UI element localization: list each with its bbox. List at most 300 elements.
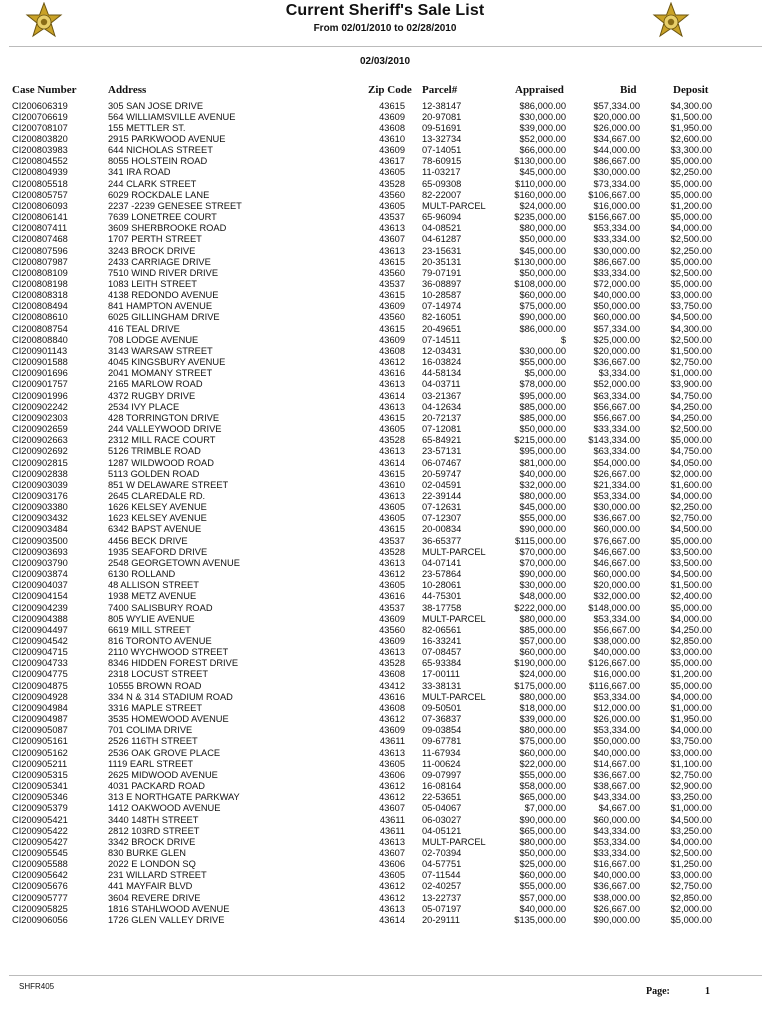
zip-code-cell: 43605 (379, 580, 405, 591)
zip-code-cell: 43537 (379, 535, 405, 546)
zip-code-cell: 43537 (379, 279, 405, 289)
case-number-cell: CI200807987 (12, 256, 68, 267)
address-cell: 6029 ROCKDALE LANE (108, 189, 210, 200)
deposit-cell: $5,000.00 (670, 156, 712, 167)
address-cell: 851 W DELAWARE STREET (108, 479, 229, 490)
bid-cell: $60,000.00 (593, 312, 640, 323)
deposit-cell: $2,500.00 (670, 847, 712, 858)
appraised-cell: $45,000.00 (519, 502, 566, 513)
sale-list-table (0, 101, 770, 927)
deposit-cell: $2,850.00 (670, 892, 712, 903)
bid-cell: $36,667.00 (593, 881, 640, 892)
table-row (0, 870, 770, 881)
parcel-cell: 06-07467 (422, 457, 462, 468)
zip-code-cell: 43607 (379, 803, 405, 814)
case-number-cell: CI200904775 (12, 669, 68, 680)
bid-cell: $21,334.00 (593, 479, 640, 490)
bid-cell: $50,000.00 (593, 301, 640, 312)
address-cell: 3316 MAPLE STREET (108, 702, 203, 713)
appraised-cell: $24,000.00 (519, 200, 566, 211)
zip-code-cell: 43615 (379, 256, 405, 267)
table-row (0, 815, 770, 826)
deposit-cell: $3,500.00 (670, 546, 712, 557)
table-row (0, 636, 770, 647)
zip-code-cell: 43609 (379, 636, 405, 646)
case-number-cell: CI200904154 (12, 591, 68, 602)
table-row (0, 647, 770, 658)
bid-cell: $44,000.00 (593, 145, 640, 156)
deposit-cell: $3,000.00 (670, 747, 712, 758)
bid-cell: $143,334.00 (588, 435, 640, 446)
bid-cell: $25,000.00 (593, 334, 640, 345)
parcel-cell: 20-59747 (422, 468, 462, 479)
appraised-cell: $60,000.00 (519, 647, 566, 658)
column-header-appraised: Appraised (515, 84, 564, 96)
address-cell: 3609 SHERBROOKE ROAD (108, 223, 227, 234)
address-cell: 10555 BROWN ROAD (108, 680, 202, 691)
parcel-cell: 23-57864 (422, 569, 462, 580)
zip-code-cell: 43612 (379, 357, 405, 368)
address-cell: 231 WILLARD STREET (108, 870, 207, 881)
parcel-cell: MULT-PARCEL (422, 691, 486, 702)
deposit-cell: $4,000.00 (670, 725, 712, 736)
appraised-cell: $57,000.00 (519, 636, 566, 646)
case-number-cell: CI200905642 (12, 870, 68, 881)
parcel-cell: 20-35131 (422, 256, 462, 267)
deposit-cell: $4,500.00 (670, 524, 712, 535)
zip-code-cell: 43537 (379, 212, 405, 223)
case-number-cell: CI200903500 (12, 535, 68, 546)
case-number-cell: CI200904715 (12, 647, 68, 658)
footer-divider (9, 975, 762, 976)
case-number-cell: CI200906056 (12, 914, 68, 925)
bid-cell: $54,000.00 (593, 457, 640, 468)
bid-cell: $57,334.00 (593, 323, 640, 334)
bid-cell: $60,000.00 (593, 524, 640, 535)
address-cell: 7639 LONETREE COURT (108, 212, 217, 223)
zip-code-cell: 43605 (379, 167, 405, 178)
appraised-cell: $25,000.00 (519, 859, 566, 870)
zip-code-cell: 43616 (379, 368, 405, 379)
zip-code-cell: 43611 (379, 736, 405, 747)
zip-code-cell: 43613 (379, 401, 405, 412)
address-cell: 4045 KINGSBURY AVENUE (108, 357, 226, 368)
parcel-cell: 44-58134 (422, 368, 462, 379)
bid-cell: $36,667.00 (593, 513, 640, 524)
column-header-bid: Bid (620, 84, 637, 96)
appraised-cell: $60,000.00 (519, 290, 566, 301)
parcel-cell: 13-22737 (422, 892, 462, 903)
bid-cell: $53,334.00 (593, 613, 640, 624)
bid-cell: $60,000.00 (593, 569, 640, 580)
parcel-cell: 20-49651 (422, 323, 462, 334)
table-row (0, 714, 770, 725)
appraised-cell: $90,000.00 (519, 312, 566, 323)
zip-code-cell: 43609 (379, 334, 405, 345)
deposit-cell: $3,900.00 (670, 379, 712, 390)
bid-cell: $12,000.00 (593, 702, 640, 713)
address-cell: 1119 EARL STREET (108, 758, 194, 769)
deposit-cell: $4,000.00 (670, 490, 712, 501)
zip-code-cell: 43613 (379, 379, 405, 390)
deposit-cell: $1,100.00 (670, 758, 712, 769)
appraised-cell: $39,000.00 (519, 122, 566, 133)
zip-code-cell: 43607 (379, 847, 405, 858)
bid-cell: $3,334.00 (598, 368, 640, 379)
deposit-cell: $3,000.00 (670, 290, 712, 301)
case-number-cell: CI200903176 (12, 490, 68, 501)
address-cell: 5126 TRIMBLE ROAD (108, 446, 201, 457)
table-row (0, 268, 770, 279)
address-cell: 701 COLIMA DRIVE (108, 725, 193, 736)
bid-cell: $126,667.00 (588, 658, 640, 669)
case-number-cell: CI200808754 (12, 323, 68, 334)
parcel-cell: 06-03027 (422, 814, 462, 825)
address-cell: 3604 REVERE DRIVE (108, 892, 201, 903)
parcel-cell: 22-39144 (422, 490, 462, 501)
appraised-cell: $24,000.00 (519, 669, 566, 680)
deposit-cell: $1,600.00 (670, 479, 712, 490)
table-row (0, 703, 770, 714)
case-number-cell: CI200905211 (12, 758, 68, 769)
table-row (0, 580, 770, 591)
table-row (0, 279, 770, 290)
column-header-parcel: Parcel# (422, 84, 458, 96)
parcel-cell: 04-07141 (422, 557, 462, 568)
case-number-cell: CI200803983 (12, 145, 68, 156)
parcel-cell: 16-03824 (422, 357, 462, 368)
appraised-cell: $85,000.00 (519, 624, 566, 635)
parcel-cell: MULT-PARCEL (422, 200, 486, 211)
parcel-cell: 82-22007 (422, 189, 462, 200)
deposit-cell: $2,500.00 (670, 267, 712, 278)
case-number-cell: CI200806093 (12, 200, 68, 211)
deposit-cell: $1,950.00 (670, 122, 712, 133)
appraised-cell: $75,000.00 (519, 301, 566, 312)
case-number-cell: CI200904928 (12, 691, 68, 702)
deposit-cell: $2,250.00 (670, 245, 712, 256)
table-row (0, 223, 770, 234)
bid-cell: $20,000.00 (593, 580, 640, 591)
parcel-cell: 09-50501 (422, 702, 462, 713)
table-row (0, 770, 770, 781)
zip-code-cell: 43610 (379, 133, 405, 144)
appraised-cell: $58,000.00 (519, 781, 566, 792)
deposit-cell: $3,000.00 (670, 647, 712, 658)
case-number-cell: CI200905341 (12, 781, 68, 792)
deposit-cell: $3,000.00 (670, 870, 712, 881)
bid-cell: $53,334.00 (593, 490, 640, 501)
deposit-cell: $2,500.00 (670, 424, 712, 435)
table-row (0, 881, 770, 892)
parcel-cell: 82-06561 (422, 624, 462, 635)
table-row (0, 491, 770, 502)
bid-cell: $38,667.00 (593, 781, 640, 792)
table-row (0, 893, 770, 904)
parcel-cell: 07-14974 (422, 301, 462, 312)
zip-code-cell: 43615 (379, 323, 405, 334)
case-number-cell: CI200902838 (12, 468, 68, 479)
parcel-cell: 07-12631 (422, 502, 462, 513)
appraised-cell: $130,000.00 (514, 256, 566, 267)
table-row (0, 123, 770, 134)
parcel-cell: 09-67781 (422, 736, 462, 747)
parcel-cell: 23-57131 (422, 446, 462, 457)
address-cell: 305 SAN JOSE DRIVE (108, 100, 204, 111)
bid-cell: $60,000.00 (593, 814, 640, 825)
appraised-cell: $65,000.00 (519, 792, 566, 803)
address-cell: 334 N & 314 STADIUM ROAD (108, 691, 233, 702)
zip-code-cell: 43617 (379, 156, 405, 167)
parcel-cell: 07-11544 (422, 870, 461, 881)
address-cell: 428 TORRINGTON DRIVE (108, 412, 220, 423)
bid-cell: $26,667.00 (593, 468, 640, 479)
zip-code-cell: 43412 (379, 680, 405, 691)
parcel-cell: 17-00111 (422, 669, 460, 680)
zip-code-cell: 43609 (379, 613, 405, 624)
parcel-cell: 33-38131 (422, 680, 462, 691)
bid-cell: $46,667.00 (593, 546, 640, 557)
deposit-cell: $1,500.00 (670, 111, 712, 122)
address-cell: 244 VALLEYWOOD DRIVE (108, 424, 222, 435)
table-row (0, 435, 770, 446)
address-cell: 155 METTLER ST. (108, 122, 186, 133)
appraised-cell: $130,000.00 (514, 156, 566, 167)
parcel-cell: 65-84921 (422, 435, 462, 446)
table-row (0, 837, 770, 848)
bid-cell: $20,000.00 (593, 111, 640, 122)
case-number-cell: CI200805757 (12, 189, 68, 200)
bid-cell: $36,667.00 (593, 357, 640, 368)
table-row (0, 112, 770, 123)
table-row (0, 458, 770, 469)
case-number-cell: CI200903693 (12, 546, 68, 557)
bid-cell: $156,667.00 (588, 212, 640, 223)
zip-code-cell: 43607 (379, 234, 405, 245)
appraised-cell: $222,000.00 (514, 602, 566, 613)
address-cell: 3342 BROCK DRIVE (108, 836, 196, 847)
bid-cell: $40,000.00 (593, 647, 640, 658)
appraised-cell: $66,000.00 (519, 145, 566, 156)
zip-code-cell: 43615 (379, 468, 405, 479)
bid-cell: $38,000.00 (593, 636, 640, 646)
case-number-cell: CI200902663 (12, 435, 68, 446)
bid-cell: $30,000.00 (593, 245, 640, 256)
appraised-cell: $30,000.00 (519, 345, 566, 356)
zip-code-cell: 43609 (379, 111, 405, 122)
zip-code-cell: 43560 (379, 624, 405, 635)
parcel-cell: 20-00834 (422, 524, 462, 535)
parcel-cell: MULT-PARCEL (422, 546, 486, 557)
table-row (0, 736, 770, 747)
bid-cell: $90,000.00 (593, 914, 640, 925)
appraised-cell: $90,000.00 (519, 569, 566, 580)
zip-code-cell: 43528 (379, 178, 405, 189)
bid-cell: $33,334.00 (593, 424, 640, 435)
deposit-cell: $2,850.00 (670, 636, 712, 646)
appraised-cell: $30,000.00 (519, 111, 566, 122)
parcel-cell: 82-16051 (422, 312, 462, 323)
page-label: Page: (646, 986, 670, 997)
column-header-case-number: Case Number (12, 84, 77, 96)
parcel-cell: 11-67934 (422, 747, 461, 758)
address-cell: 2237 -2239 GENESEE STREET (108, 200, 242, 211)
table-row (0, 524, 770, 535)
parcel-cell: 04-08521 (422, 223, 462, 234)
zip-code-cell: 43616 (379, 591, 405, 602)
zip-code-cell: 43612 (379, 781, 405, 792)
deposit-cell: $1,000.00 (670, 368, 712, 379)
table-row (0, 915, 770, 926)
parcel-cell: 07-14051 (422, 145, 462, 156)
zip-code-cell: 43615 (379, 290, 405, 301)
appraised-cell: $70,000.00 (519, 546, 566, 557)
case-number-cell: CI200805518 (12, 178, 68, 189)
address-cell: 1623 KELSEY AVENUE (108, 513, 207, 524)
zip-code-cell: 43614 (379, 390, 405, 401)
zip-code-cell: 43612 (379, 569, 405, 580)
zip-code-cell: 43611 (379, 825, 405, 836)
case-number-cell: CI200902815 (12, 457, 68, 468)
appraised-cell: $60,000.00 (519, 870, 566, 881)
parcel-cell: 10-28061 (422, 580, 462, 591)
bid-cell: $26,000.00 (593, 122, 640, 133)
appraised-cell: $190,000.00 (514, 658, 566, 669)
address-cell: 2536 OAK GROVE PLACE (108, 747, 221, 758)
appraised-cell: $48,000.00 (519, 591, 566, 602)
parcel-cell: 10-28587 (422, 290, 462, 301)
appraised-cell: $30,000.00 (519, 580, 566, 591)
deposit-cell: $3,750.00 (670, 736, 712, 747)
case-number-cell: CI200803820 (12, 133, 68, 144)
table-row (0, 547, 770, 558)
appraised-cell: $55,000.00 (519, 357, 566, 368)
case-number-cell: CI200905315 (12, 769, 68, 780)
table-row (0, 536, 770, 547)
bid-cell: $53,334.00 (593, 836, 640, 847)
deposit-cell: $1,200.00 (670, 200, 712, 211)
appraised-cell: $55,000.00 (519, 881, 566, 892)
parcel-cell: 78-60915 (422, 156, 462, 167)
deposit-cell: $5,000.00 (670, 602, 712, 613)
appraised-cell: $39,000.00 (519, 714, 566, 725)
table-row (0, 167, 770, 178)
appraised-cell: $78,000.00 (519, 379, 566, 390)
case-number-cell: CI200804939 (12, 167, 68, 178)
address-cell: 2318 LOCUST STREET (108, 669, 209, 680)
bid-cell: $57,334.00 (593, 100, 640, 111)
parcel-cell: 16-33241 (422, 636, 462, 646)
bid-cell: $30,000.00 (593, 167, 640, 178)
table-row (0, 212, 770, 223)
address-cell: 4372 RUGBY DRIVE (108, 390, 196, 401)
table-row (0, 368, 770, 379)
bid-cell: $26,000.00 (593, 714, 640, 725)
table-row (0, 725, 770, 736)
deposit-cell: $4,500.00 (670, 814, 712, 825)
case-number-cell: CI200808109 (12, 267, 68, 278)
address-cell: 4456 BECK DRIVE (108, 535, 188, 546)
deposit-cell: $2,600.00 (670, 133, 712, 144)
zip-code-cell: 43609 (379, 725, 405, 736)
table-row (0, 469, 770, 480)
deposit-cell: $5,000.00 (670, 212, 712, 223)
address-cell: 1287 WILDWOOD ROAD (108, 457, 214, 468)
deposit-cell: $1,000.00 (670, 702, 712, 713)
appraised-cell: $50,000.00 (519, 847, 566, 858)
deposit-cell: $1,200.00 (670, 669, 712, 680)
case-number-cell: CI200903432 (12, 513, 68, 524)
case-number-cell: CI200905422 (12, 825, 68, 836)
table-row (0, 658, 770, 669)
zip-code-cell: 43613 (379, 903, 405, 914)
case-number-cell: CI200905545 (12, 847, 68, 858)
parcel-cell: 04-57751 (422, 859, 462, 870)
address-cell: 1707 PERTH STREET (108, 234, 202, 245)
parcel-cell: 05-07197 (422, 903, 462, 914)
zip-code-cell: 43528 (379, 435, 405, 446)
case-number-cell: CI200808198 (12, 279, 68, 289)
parcel-cell: 04-03711 (422, 379, 461, 390)
bid-cell: $63,334.00 (593, 446, 640, 457)
table-row (0, 792, 770, 803)
zip-code-cell: 43605 (379, 424, 405, 435)
bid-cell: $40,000.00 (593, 870, 640, 881)
parcel-cell: 65-96094 (422, 212, 462, 223)
table-row (0, 480, 770, 491)
appraised-cell: $65,000.00 (519, 825, 566, 836)
appraised-cell: $86,000.00 (519, 323, 566, 334)
case-number-cell: CI200901757 (12, 379, 68, 390)
bid-cell: $4,667.00 (598, 803, 640, 814)
table-row (0, 312, 770, 323)
bid-cell: $53,334.00 (593, 223, 640, 234)
table-row (0, 904, 770, 915)
appraised-cell: $55,000.00 (519, 513, 566, 524)
appraised-cell: $50,000.00 (519, 424, 566, 435)
parcel-cell: 02-04591 (422, 479, 462, 490)
deposit-cell: $1,950.00 (670, 714, 712, 725)
appraised-cell: $5,000.00 (524, 368, 566, 379)
case-number-cell: CI200904733 (12, 658, 68, 669)
parcel-cell: 65-09308 (422, 178, 462, 189)
deposit-cell: $5,000.00 (670, 435, 712, 446)
parcel-cell: 38-17758 (422, 602, 462, 613)
parcel-cell: 05-04067 (422, 803, 462, 814)
appraised-cell: $40,000.00 (519, 468, 566, 479)
table-row (0, 681, 770, 692)
case-number-cell: CI200807468 (12, 234, 68, 245)
case-number-cell: CI200904542 (12, 636, 68, 646)
case-number-cell: CI200808318 (12, 290, 68, 301)
address-cell: 2812 103RD STREET (108, 825, 200, 836)
zip-code-cell: 43609 (379, 145, 405, 156)
deposit-cell: $2,250.00 (670, 502, 712, 513)
deposit-cell: $2,000.00 (670, 468, 712, 479)
deposit-cell: $5,000.00 (670, 680, 712, 691)
case-number-cell: CI200901696 (12, 368, 68, 379)
case-number-cell: CI200903874 (12, 569, 68, 580)
zip-code-cell: 43615 (379, 524, 405, 535)
case-number-cell: CI200706619 (12, 111, 68, 122)
address-cell: 805 WYLIE AVENUE (108, 613, 195, 624)
case-number-cell: CI200808610 (12, 312, 68, 323)
parcel-cell: 20-72137 (422, 412, 462, 423)
appraised-cell: $45,000.00 (519, 245, 566, 256)
appraised-cell: $32,000.00 (519, 479, 566, 490)
case-number-cell: CI200902242 (12, 401, 68, 412)
bid-cell: $53,334.00 (593, 725, 640, 736)
